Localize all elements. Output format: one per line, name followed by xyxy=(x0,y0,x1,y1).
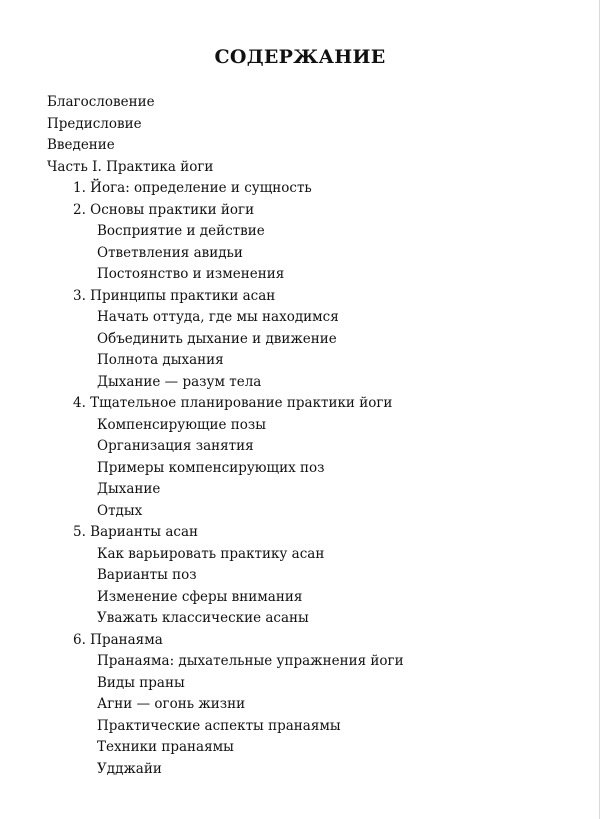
toc-section-entry: Полнота дыхания xyxy=(97,352,224,368)
toc-chapter-entry: 2. Основы практики йоги xyxy=(73,201,255,218)
toc-section-entry: Агни — огонь жизни xyxy=(97,696,246,712)
toc-section-entry: Техники пранаямы xyxy=(97,739,234,755)
toc-part-entry: Введение xyxy=(47,137,115,153)
toc-section-entry: Изменение сферы внимания xyxy=(97,588,303,605)
toc-section-entry: Дыхание xyxy=(97,481,161,497)
table-of-contents xyxy=(0,92,600,780)
toc-section-entry: Уважать классические асаны xyxy=(97,610,309,626)
toc-section-entry: Дыхание — разум тела xyxy=(97,373,262,390)
toc-section-entry: Удджайи xyxy=(97,760,162,777)
toc-chapter-entry: 6. Пранаяма xyxy=(73,631,163,648)
toc-section-entry: Начать оттуда, где мы находимся xyxy=(97,309,339,325)
toc-section-entry: Восприятие и действие xyxy=(97,223,265,239)
toc-section-entry: Компенсирующие позы xyxy=(97,416,267,433)
toc-section-entry: Виды праны xyxy=(97,674,185,691)
toc-part-entry: Предисловие xyxy=(47,115,142,132)
toc-section-entry: Примеры компенсирующих поз xyxy=(97,459,325,476)
toc-chapter-entry: 1. Йога: определение и сущность xyxy=(73,180,312,196)
toc-part-entry: Часть I. Практика йоги xyxy=(47,158,214,175)
toc-section-entry: Организация занятия xyxy=(97,438,254,454)
toc-section-entry: Пранаяма: дыхательные упражнения йоги xyxy=(97,653,404,669)
toc-chapter-entry: 4. Тщательное планирование практики йоги xyxy=(73,395,393,411)
toc-section-entry: Как варьировать практику асан xyxy=(97,545,325,562)
toc-section-entry: Варианты поз xyxy=(97,567,197,583)
page-title: СОДЕРЖАНИЕ xyxy=(214,46,386,68)
toc-section-entry: Отдых xyxy=(97,502,143,519)
toc-chapter-entry: 3. Принципы практики асан xyxy=(73,287,276,304)
toc-part-entry: Благословение xyxy=(47,94,155,110)
toc-section-entry: Постоянство и изменения xyxy=(97,266,285,282)
toc-section-entry: Практические аспекты пранаямы xyxy=(97,717,341,734)
toc-section-entry: Объединить дыхание и движение xyxy=(97,330,337,347)
toc-section-entry: Ответвления авидьи xyxy=(97,244,243,261)
toc-chapter-entry: 5. Варианты асан xyxy=(73,524,198,540)
